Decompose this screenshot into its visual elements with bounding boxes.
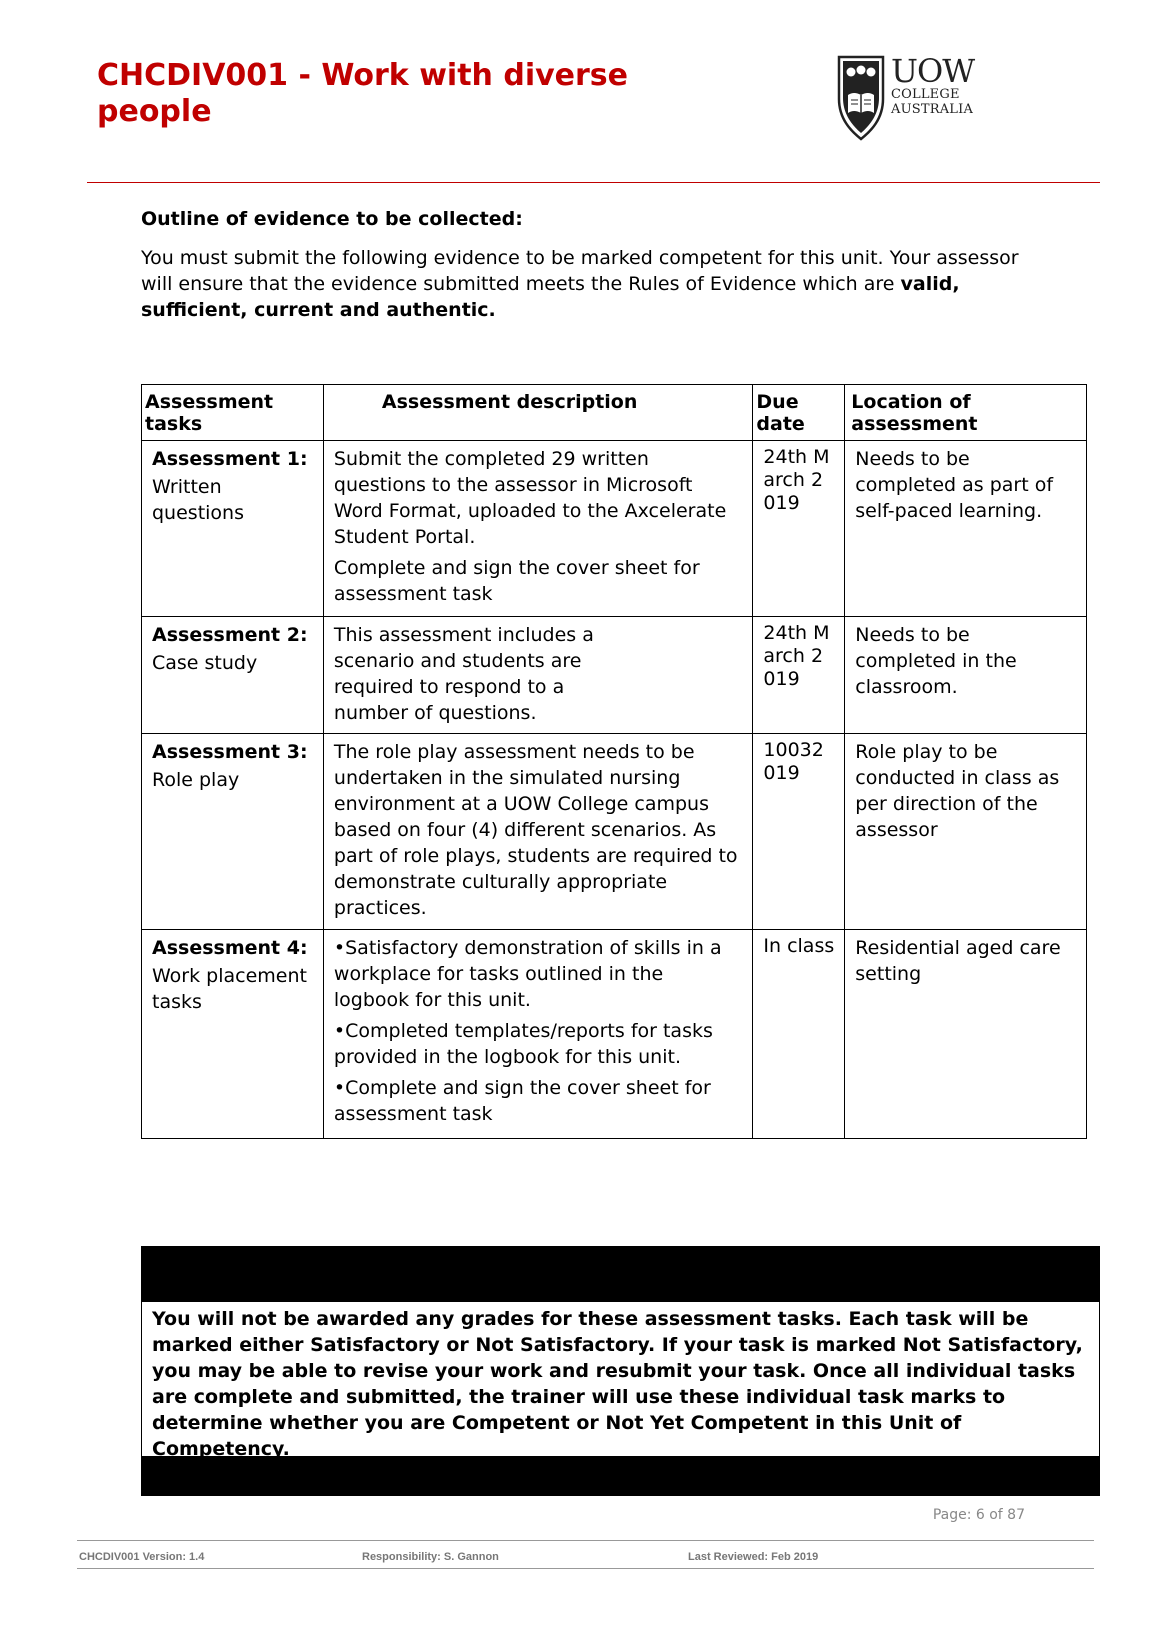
crest-icon (836, 53, 886, 143)
task-type: Role play (152, 769, 240, 791)
task-description: •Satisfactory demonstration of skills in a workplace for tasks outlined in the logbook for this unit. (333, 937, 722, 1011)
footer-divider (77, 1540, 1094, 1541)
table-row (142, 617, 1087, 734)
col-header-location: Location of assessment (845, 385, 1087, 441)
task-description: Complete and sign the cover sheet for assessment task (333, 557, 700, 605)
task-location: Needs to be completed as part of self-paced learning. (845, 441, 1087, 617)
task-name: Assessment 1: (152, 448, 308, 470)
rules-of-evidence: valid, sufficient, current and authentic. (141, 273, 960, 321)
grading-notice-box (141, 1246, 1100, 1496)
task-description: The role play assessment needs to be undertaken in the simulated nursing environment at a UOW College campus based on four (4) different scenarios. As part of role plays, students are required to demonstrate culturally appropriate practices. (333, 741, 738, 919)
task-location: Needs to be completed in the classroom. (845, 617, 1087, 734)
page-number: Page: 6 of 87 (932, 1507, 1025, 1523)
task-name: Assessment 2: (152, 624, 308, 646)
task-type: Case study (152, 652, 258, 674)
footer-last-reviewed: Last Reviewed: Feb 2019 (688, 1551, 819, 1563)
table-row (142, 441, 1087, 617)
task-description: •Completed templates/reports for tasks provided in the logbook for this unit. (333, 1020, 713, 1068)
task-name: Assessment 3: (152, 741, 308, 763)
task-type: Work placement tasks (152, 965, 307, 1013)
outline-heading: Outline of evidence to be collected: (141, 208, 523, 230)
table-row (142, 930, 1087, 1139)
table-row (142, 734, 1087, 930)
footer-version: CHCDIV001 Version: 1.4 (79, 1551, 205, 1563)
col-header-description: Assessment description (323, 385, 752, 441)
col-header-tasks: Assessment tasks (142, 385, 324, 441)
logo-wordmark: UOW COLLEGE AUSTRALIA (891, 52, 975, 117)
task-description: This assessment includes a scenario and students are required to respond to a number of questions. (333, 624, 594, 724)
col-header-due: Due date (753, 385, 845, 441)
task-name: Assessment 4: (152, 937, 308, 959)
footer-divider (77, 1568, 1094, 1569)
header-divider (87, 182, 1100, 183)
task-due-date: 24th March 2019 (763, 622, 830, 690)
table-header-row (142, 385, 1087, 441)
footer-responsibility: Responsibility: S. Gannon (362, 1551, 499, 1563)
task-type: Written questions (152, 476, 244, 524)
task-description: •Complete and sign the cover sheet for assessment task (333, 1077, 711, 1125)
task-description: Submit the completed 29 written questions to the assessor in Microsoft Word Format, uploaded to the Axcelerate Student Portal. (333, 448, 727, 548)
task-location: Residential aged care setting (845, 930, 1087, 1139)
task-due-date: 10032019 (763, 739, 824, 784)
grading-notice-text: You will not be awarded any grades for these assessment tasks. Each task will be marked either Satisfactory or Not Satisfactory. If your task is marked Not Satisfactory, you may be able to revise your work and resubmit your task. Once all individual tasks are complete and submitted, the trainer will use these individual task marks to determine whether you are Competent or Not Yet Competent in this Unit of Competency. (142, 1302, 1099, 1456)
intro-paragraph: You must submit the following evidence to be marked competent for this unit. Your assessor will ensure that the evidence submitted meets the Rules of Evidence which are valid, sufficient, current and authentic. (141, 247, 1019, 321)
task-location: Role play to be conducted in class as per direction of the assessor (845, 734, 1087, 930)
assessment-table (141, 384, 1087, 1139)
task-due-date: In class (763, 935, 835, 957)
uow-college-logo (836, 52, 975, 143)
task-due-date: 24th March 2019 (763, 446, 830, 514)
document-title: CHCDIV001 - Work with diverse people (97, 58, 629, 129)
